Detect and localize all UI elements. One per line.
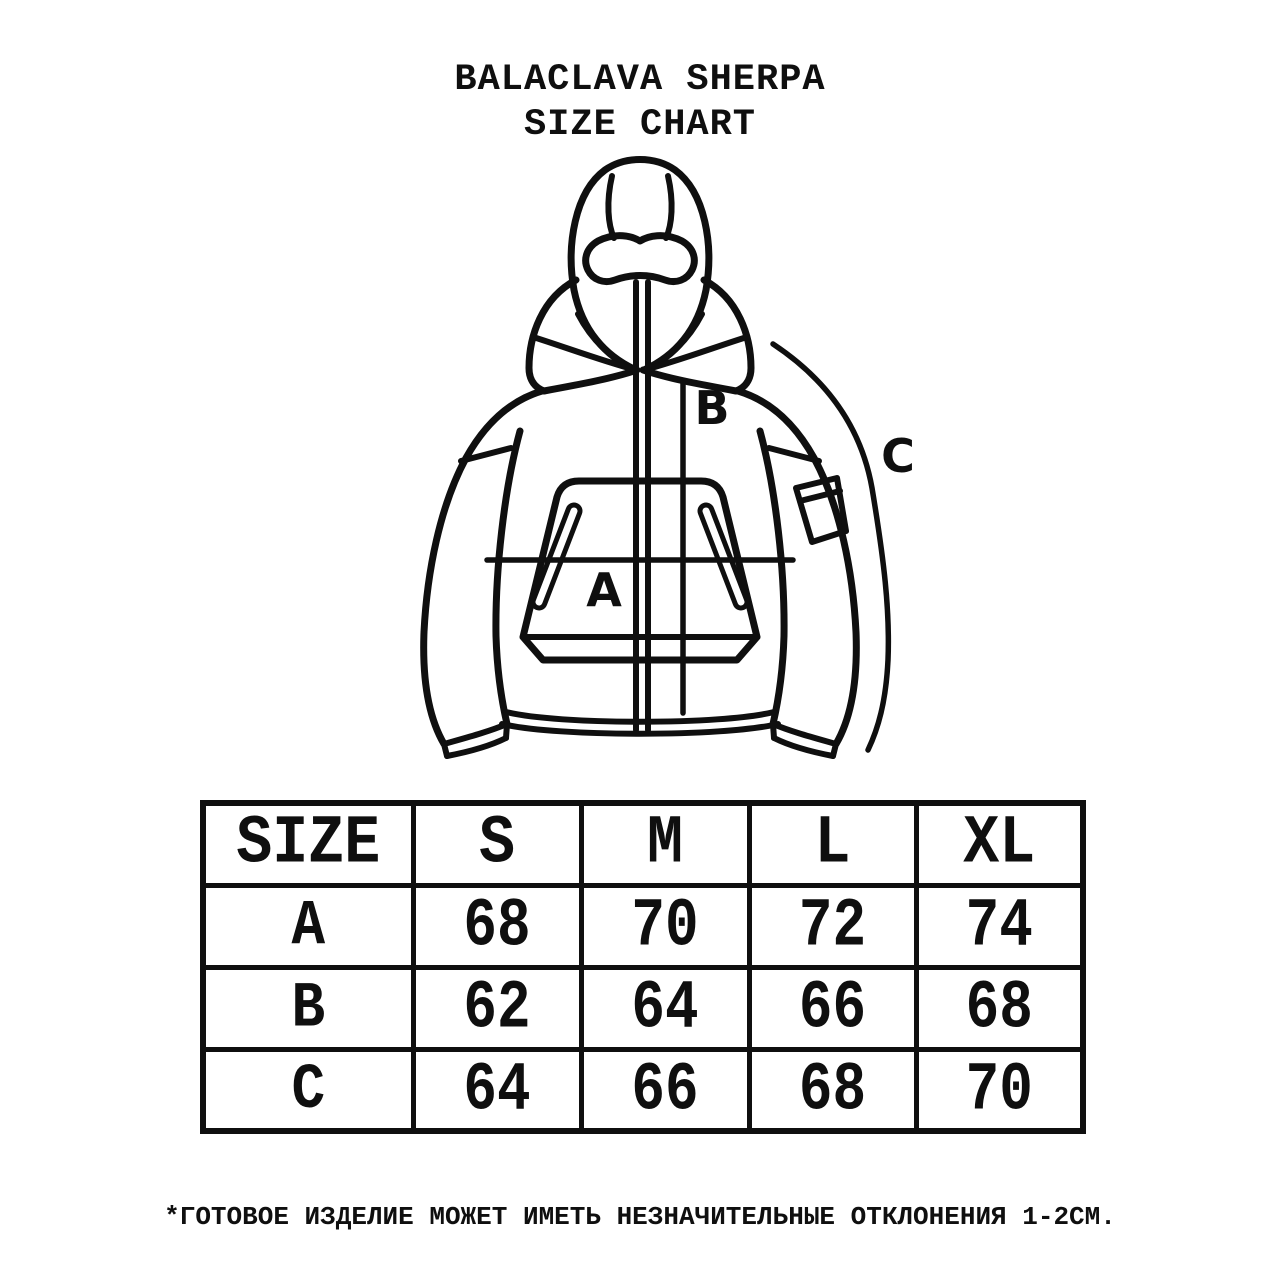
header-xl: XL bbox=[916, 803, 1083, 885]
eye-opening bbox=[586, 236, 695, 282]
row-label: A bbox=[203, 885, 413, 967]
cell-a-m: 70 bbox=[581, 885, 749, 967]
jacket-body bbox=[424, 391, 857, 744]
header-l: L bbox=[749, 803, 916, 885]
table-row-b bbox=[203, 967, 1083, 1049]
cell-b-s: 62 bbox=[413, 967, 581, 1049]
header-m: M bbox=[581, 803, 749, 885]
row-label: C bbox=[203, 1049, 413, 1131]
table-header-row bbox=[203, 803, 1083, 885]
label-c: C bbox=[881, 429, 915, 483]
cell-b-l: 66 bbox=[749, 967, 916, 1049]
cell-b-m: 64 bbox=[581, 967, 749, 1049]
page-title bbox=[0, 58, 1280, 148]
size-table bbox=[200, 800, 1086, 1134]
header-size: SIZE bbox=[203, 803, 413, 885]
cell-a-s: 68 bbox=[413, 885, 581, 967]
title-line-1: BALACLAVA SHERPA bbox=[454, 59, 826, 101]
deviation-footnote: *ГОТОВОЕ ИЗДЕЛИЕ МОЖЕТ ИМЕТЬ НЕЗНАЧИТЕЛЬНЫЕ ОТКЛОНЕНИЯ 1-2СМ. bbox=[164, 1202, 1116, 1232]
header-s: S bbox=[413, 803, 581, 885]
table-row-c bbox=[203, 1049, 1083, 1131]
cell-c-s: 64 bbox=[413, 1049, 581, 1131]
jacket-drawing bbox=[390, 140, 950, 800]
cell-c-xl: 70 bbox=[916, 1049, 1083, 1131]
cell-b-xl: 68 bbox=[916, 967, 1083, 1049]
hem bbox=[502, 712, 778, 734]
label-b: B bbox=[694, 381, 730, 435]
title-line-2: SIZE CHART bbox=[523, 104, 757, 147]
cell-c-m: 66 bbox=[581, 1049, 749, 1131]
table-row-a bbox=[203, 885, 1083, 967]
collar bbox=[529, 280, 751, 391]
cell-a-l: 72 bbox=[749, 885, 916, 967]
cuffs bbox=[444, 724, 836, 756]
jacket-diagram bbox=[390, 140, 950, 800]
cell-c-l: 68 bbox=[749, 1049, 916, 1131]
front-pocket bbox=[523, 481, 757, 660]
label-a: A bbox=[586, 563, 622, 617]
cell-a-xl: 74 bbox=[916, 885, 1083, 967]
measure-arc-c bbox=[773, 344, 888, 750]
row-label: B bbox=[203, 967, 413, 1049]
